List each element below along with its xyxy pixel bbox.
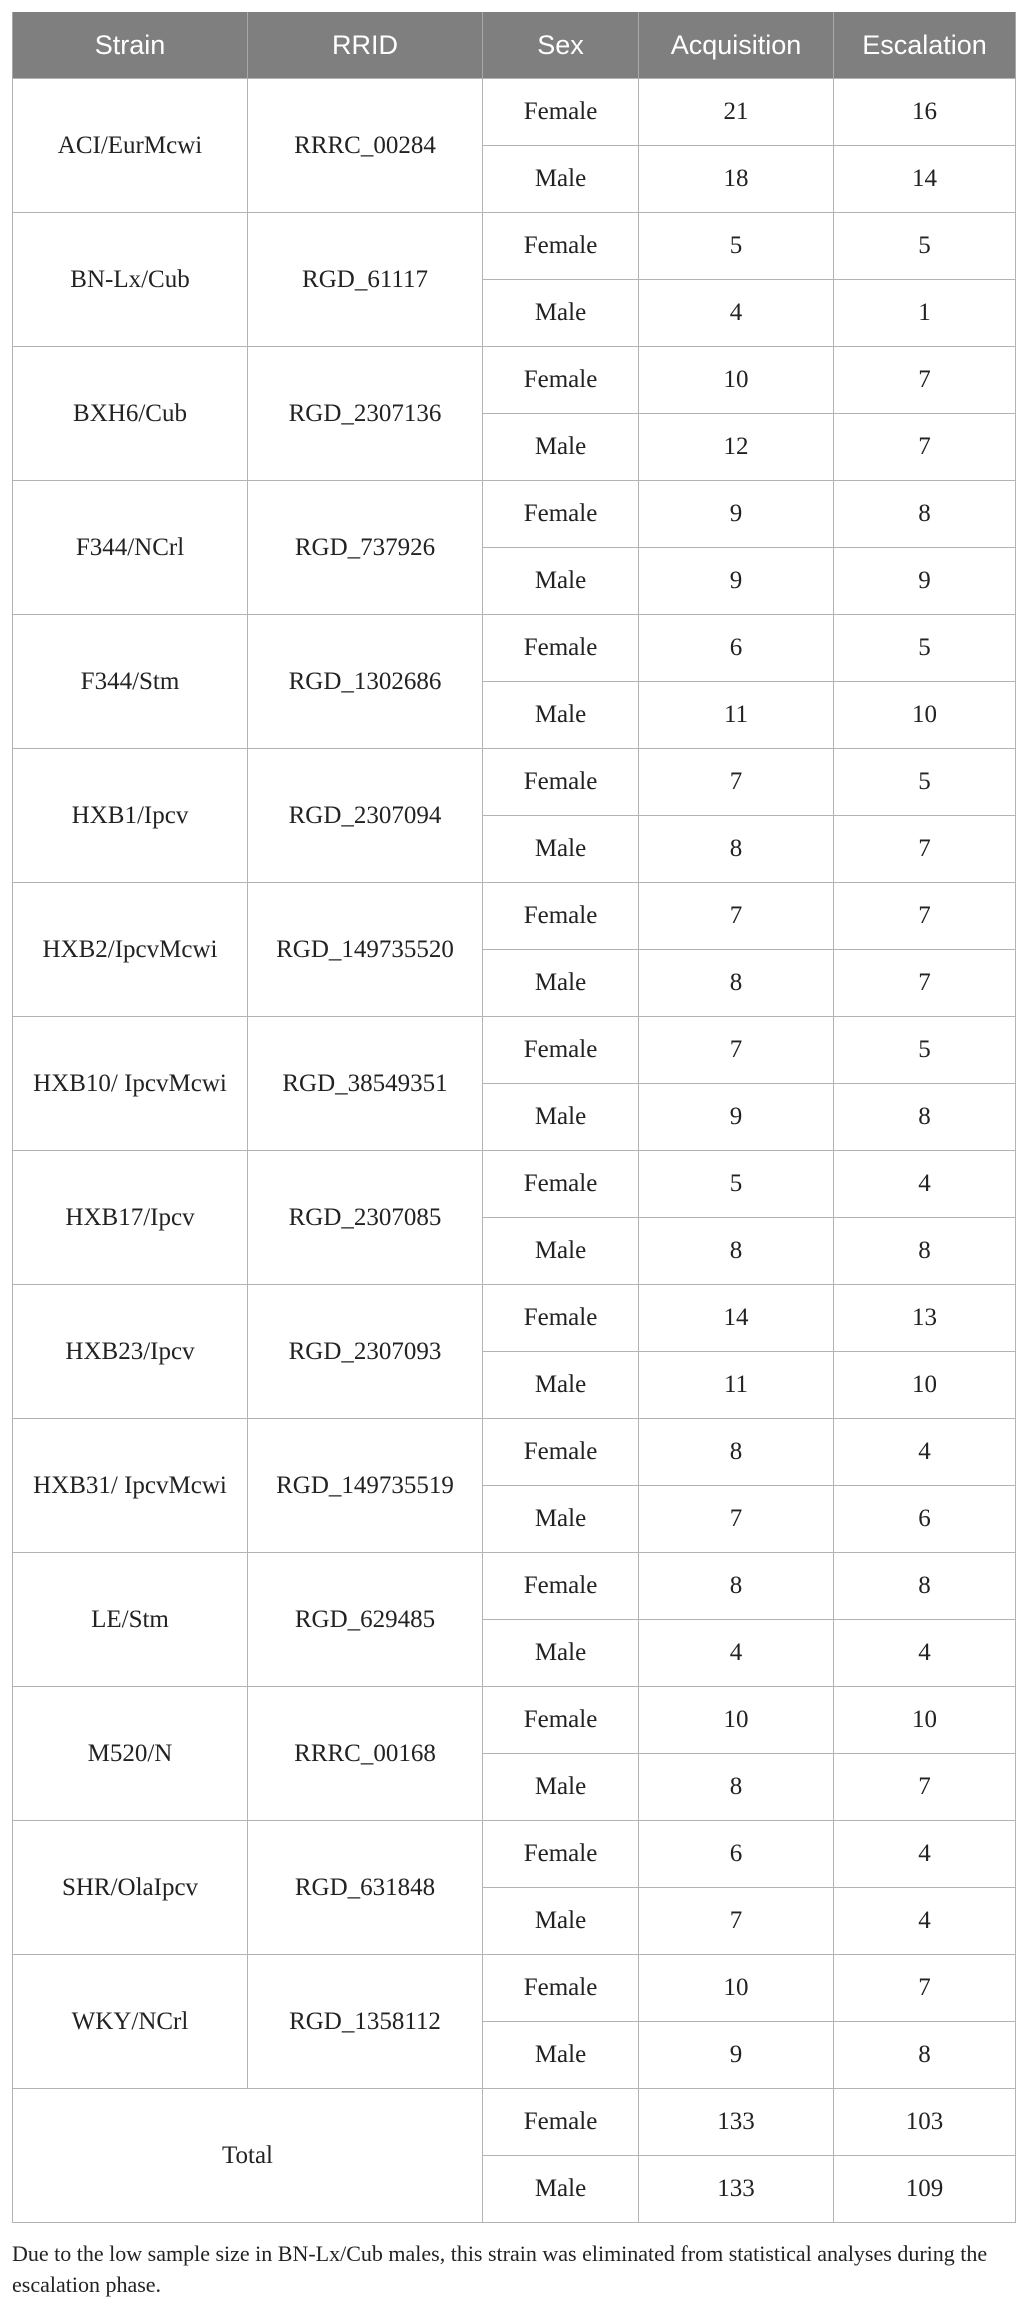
escalation-cell: 8 — [834, 1218, 1016, 1285]
total-row — [13, 2089, 1016, 2156]
rrid-cell: RGD_1358112 — [248, 1955, 483, 2089]
acquisition-cell: 9 — [639, 481, 834, 548]
table-row — [13, 1687, 1016, 1754]
rrid-cell: RGD_149735519 — [248, 1419, 483, 1553]
acquisition-cell: 10 — [639, 347, 834, 414]
escalation-cell: 4 — [834, 1620, 1016, 1687]
table-row — [13, 347, 1016, 414]
sex-cell: Female — [483, 79, 639, 146]
escalation-cell: 8 — [834, 2022, 1016, 2089]
table-body — [13, 79, 1016, 2223]
escalation-cell: 4 — [834, 1151, 1016, 1218]
rrid-cell: RGD_61117 — [248, 213, 483, 347]
escalation-cell: 4 — [834, 1419, 1016, 1486]
acquisition-cell: 4 — [639, 1620, 834, 1687]
sex-cell: Female — [483, 883, 639, 950]
rrid-cell: RGD_2307136 — [248, 347, 483, 481]
rrid-cell: RRRC_00168 — [248, 1687, 483, 1821]
sex-cell: Male — [483, 1888, 639, 1955]
acquisition-cell: 9 — [639, 1084, 834, 1151]
sex-cell: Male — [483, 2022, 639, 2089]
strain-table — [12, 12, 1016, 2223]
table-row — [13, 1955, 1016, 2022]
header-acquisition: Acquisition — [639, 12, 834, 79]
escalation-cell: 14 — [834, 146, 1016, 213]
rrid-cell: RGD_149735520 — [248, 883, 483, 1017]
table-row — [13, 1553, 1016, 1620]
escalation-cell: 103 — [834, 2089, 1016, 2156]
table-row — [13, 1151, 1016, 1218]
escalation-cell: 4 — [834, 1821, 1016, 1888]
table-row — [13, 213, 1016, 280]
escalation-cell: 109 — [834, 2156, 1016, 2223]
escalation-cell: 10 — [834, 1687, 1016, 1754]
sex-cell: Female — [483, 2089, 639, 2156]
escalation-cell: 4 — [834, 1888, 1016, 1955]
sex-cell: Female — [483, 213, 639, 280]
header-escalation: Escalation — [834, 12, 1016, 79]
escalation-cell: 7 — [834, 950, 1016, 1017]
sex-cell: Male — [483, 1486, 639, 1553]
rrid-cell: RGD_2307094 — [248, 749, 483, 883]
escalation-cell: 5 — [834, 1017, 1016, 1084]
sex-cell: Female — [483, 1821, 639, 1888]
sex-cell: Male — [483, 2156, 639, 2223]
escalation-cell: 5 — [834, 749, 1016, 816]
header-strain: Strain — [13, 12, 248, 79]
acquisition-cell: 21 — [639, 79, 834, 146]
strain-cell: LE/Stm — [13, 1553, 248, 1687]
sex-cell: Female — [483, 1687, 639, 1754]
sex-cell: Female — [483, 1955, 639, 2022]
acquisition-cell: 8 — [639, 1218, 834, 1285]
acquisition-cell: 7 — [639, 1017, 834, 1084]
header-rrid: RRID — [248, 12, 483, 79]
acquisition-cell: 6 — [639, 615, 834, 682]
sex-cell: Female — [483, 749, 639, 816]
table-row — [13, 1821, 1016, 1888]
strain-cell: WKY/NCrl — [13, 1955, 248, 2089]
acquisition-cell: 9 — [639, 548, 834, 615]
escalation-cell: 7 — [834, 414, 1016, 481]
acquisition-cell: 7 — [639, 883, 834, 950]
table-row — [13, 615, 1016, 682]
sex-cell: Male — [483, 816, 639, 883]
acquisition-cell: 9 — [639, 2022, 834, 2089]
acquisition-cell: 7 — [639, 1888, 834, 1955]
escalation-cell: 5 — [834, 213, 1016, 280]
rrid-cell: RGD_1302686 — [248, 615, 483, 749]
footnote: Due to the low sample size in BN-Lx/Cub males, this strain was eliminated from statistical analyses during the escalation phase. — [12, 2241, 988, 2297]
acquisition-cell: 8 — [639, 816, 834, 883]
sex-cell: Male — [483, 414, 639, 481]
sex-cell: Male — [483, 1352, 639, 1419]
escalation-cell: 8 — [834, 1084, 1016, 1151]
table-row — [13, 1285, 1016, 1352]
sex-cell: Male — [483, 146, 639, 213]
escalation-cell: 9 — [834, 548, 1016, 615]
sex-cell: Male — [483, 280, 639, 347]
acquisition-cell: 5 — [639, 213, 834, 280]
rrid-cell: RGD_2307093 — [248, 1285, 483, 1419]
sex-cell: Female — [483, 1419, 639, 1486]
acquisition-cell: 18 — [639, 146, 834, 213]
total-label: Total — [13, 2089, 483, 2223]
escalation-cell: 13 — [834, 1285, 1016, 1352]
strain-cell: ACI/EurMcwi — [13, 79, 248, 213]
escalation-cell: 7 — [834, 1955, 1016, 2022]
escalation-cell: 5 — [834, 615, 1016, 682]
escalation-cell: 6 — [834, 1486, 1016, 1553]
sex-cell: Male — [483, 682, 639, 749]
strain-cell: HXB17/Ipcv — [13, 1151, 248, 1285]
strain-cell: M520/N — [13, 1687, 248, 1821]
acquisition-cell: 133 — [639, 2089, 834, 2156]
acquisition-cell: 5 — [639, 1151, 834, 1218]
rrid-cell: RGD_737926 — [248, 481, 483, 615]
table-row — [13, 79, 1016, 146]
strain-cell: HXB23/Ipcv — [13, 1285, 248, 1419]
table-row — [13, 481, 1016, 548]
strain-cell: HXB1/Ipcv — [13, 749, 248, 883]
sex-cell: Male — [483, 548, 639, 615]
sex-cell: Female — [483, 481, 639, 548]
escalation-cell: 10 — [834, 682, 1016, 749]
acquisition-cell: 12 — [639, 414, 834, 481]
sex-cell: Male — [483, 950, 639, 1017]
sex-cell: Female — [483, 1553, 639, 1620]
rrid-cell: RGD_2307085 — [248, 1151, 483, 1285]
escalation-cell: 16 — [834, 79, 1016, 146]
acquisition-cell: 133 — [639, 2156, 834, 2223]
acquisition-cell: 14 — [639, 1285, 834, 1352]
sex-cell: Male — [483, 1620, 639, 1687]
header-sex: Sex — [483, 12, 639, 79]
sex-cell: Male — [483, 1218, 639, 1285]
sex-cell: Male — [483, 1754, 639, 1821]
acquisition-cell: 7 — [639, 749, 834, 816]
escalation-cell: 8 — [834, 1553, 1016, 1620]
escalation-cell: 8 — [834, 481, 1016, 548]
escalation-cell: 7 — [834, 816, 1016, 883]
acquisition-cell: 4 — [639, 280, 834, 347]
sex-cell: Male — [483, 1084, 639, 1151]
escalation-cell: 1 — [834, 280, 1016, 347]
rrid-cell: RRRC_00284 — [248, 79, 483, 213]
strain-cell: F344/Stm — [13, 615, 248, 749]
rrid-cell: RGD_629485 — [248, 1553, 483, 1687]
table-row — [13, 883, 1016, 950]
strain-cell: HXB10/ IpcvMcwi — [13, 1017, 248, 1151]
header-row — [13, 12, 1016, 79]
strain-cell: BN-Lx/Cub — [13, 213, 248, 347]
strain-cell: HXB2/IpcvMcwi — [13, 883, 248, 1017]
escalation-cell: 7 — [834, 1754, 1016, 1821]
acquisition-cell: 8 — [639, 1419, 834, 1486]
strain-cell: BXH6/Cub — [13, 347, 248, 481]
strain-cell: F344/NCrl — [13, 481, 248, 615]
acquisition-cell: 8 — [639, 950, 834, 1017]
acquisition-cell: 8 — [639, 1553, 834, 1620]
table-row — [13, 749, 1016, 816]
sex-cell: Female — [483, 1285, 639, 1352]
acquisition-cell: 6 — [639, 1821, 834, 1888]
acquisition-cell: 11 — [639, 1352, 834, 1419]
acquisition-cell: 8 — [639, 1754, 834, 1821]
sex-cell: Female — [483, 1151, 639, 1218]
table-row — [13, 1419, 1016, 1486]
acquisition-cell: 7 — [639, 1486, 834, 1553]
strain-cell: HXB31/ IpcvMcwi — [13, 1419, 248, 1553]
sex-cell: Female — [483, 1017, 639, 1084]
acquisition-cell: 11 — [639, 682, 834, 749]
acquisition-cell: 10 — [639, 1687, 834, 1754]
acquisition-cell: 10 — [639, 1955, 834, 2022]
table-row — [13, 1017, 1016, 1084]
rrid-cell: RGD_38549351 — [248, 1017, 483, 1151]
strain-cell: SHR/OlaIpcv — [13, 1821, 248, 1955]
sex-cell: Female — [483, 615, 639, 682]
rrid-cell: RGD_631848 — [248, 1821, 483, 1955]
sex-cell: Female — [483, 347, 639, 414]
escalation-cell: 7 — [834, 347, 1016, 414]
escalation-cell: 7 — [834, 883, 1016, 950]
escalation-cell: 10 — [834, 1352, 1016, 1419]
